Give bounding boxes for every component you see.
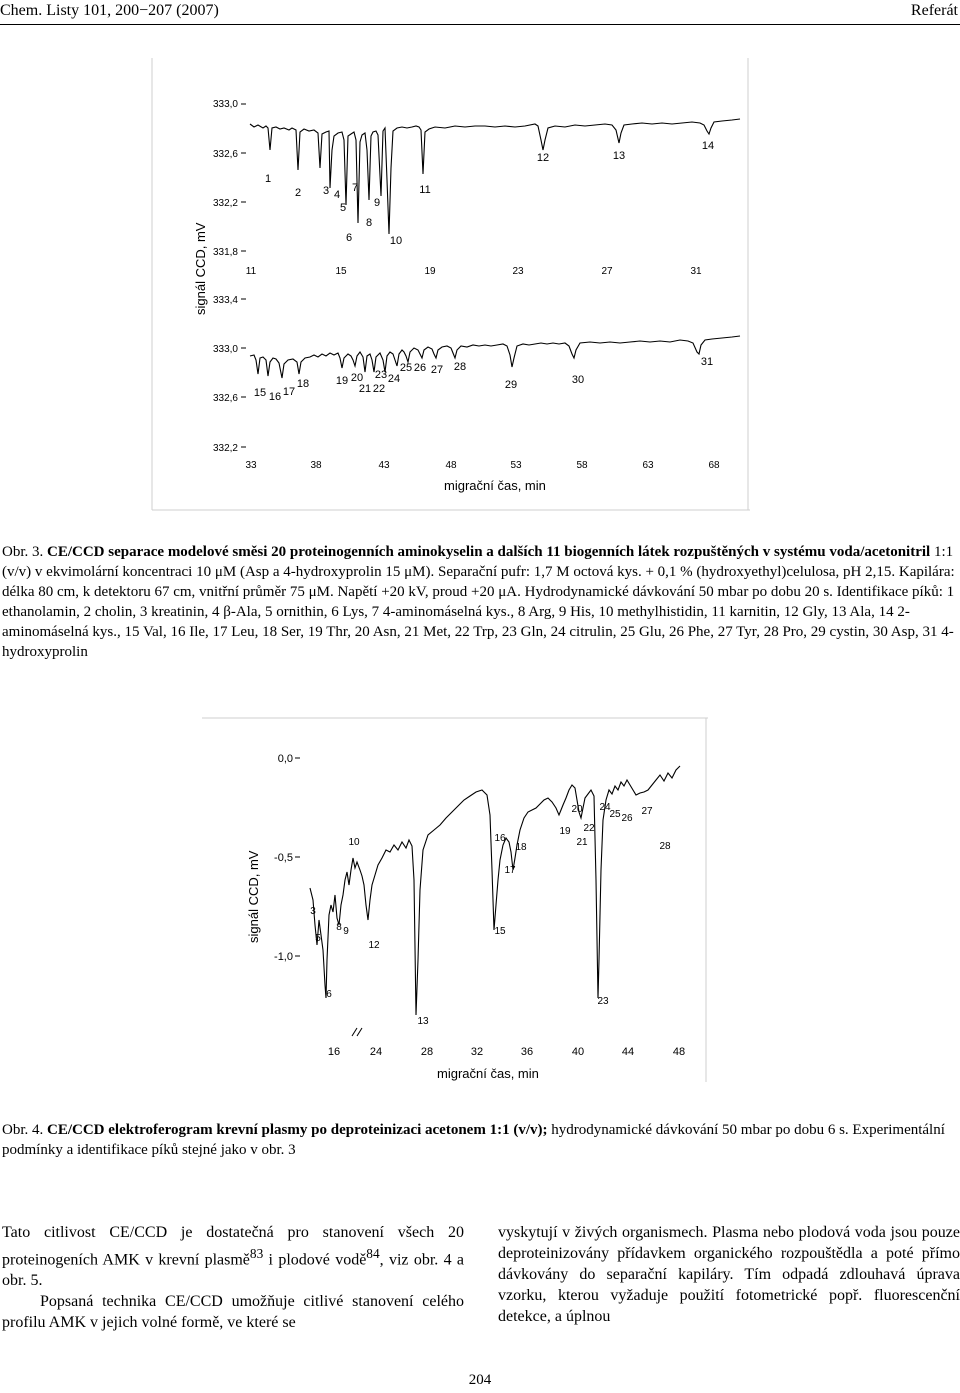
fig4-peak-label: 3 bbox=[310, 906, 316, 917]
fig3-ytick: 331,8 bbox=[212, 247, 238, 258]
caption-3-title: CE/CCD separace modelové směsi 20 proteinogenních aminokyselin a dalších 11 biogenních látek rozpuštěných v systému voda/acetonitril bbox=[47, 544, 931, 560]
fig3-peak-label: 28 bbox=[453, 361, 467, 373]
fig3-peak-label: 24 bbox=[387, 373, 401, 385]
fig4-peak-label: 19 bbox=[559, 826, 571, 837]
fig3-y-axis-label: signál CCD, mV bbox=[193, 222, 208, 315]
section-label: Referát bbox=[910, 2, 958, 19]
fig3-peak-label: 31 bbox=[700, 356, 714, 368]
fig3-xtick: 19 bbox=[424, 266, 436, 277]
axis-break-icon bbox=[352, 1028, 362, 1036]
fig3-peak-label: 29 bbox=[504, 379, 518, 391]
paragraph bbox=[2, 1222, 464, 1291]
page-number: 204 bbox=[468, 1372, 492, 1388]
fig4-xtick: 36 bbox=[520, 1046, 534, 1058]
fig3-peak-label: 21 bbox=[358, 383, 372, 395]
figure-3-caption bbox=[2, 542, 958, 662]
fig3-xtick: 11 bbox=[245, 266, 257, 277]
fig4-peak-label: 28 bbox=[659, 841, 671, 852]
fig4-xtick: 16 bbox=[327, 1046, 341, 1058]
fig3-ytick: 332,2 bbox=[212, 443, 238, 454]
fig4-peak-label: 12 bbox=[368, 940, 380, 951]
fig3-bottom-trace bbox=[250, 336, 740, 378]
fig4-xtick: 28 bbox=[420, 1046, 434, 1058]
fig4-peak-label: 5 bbox=[315, 933, 321, 944]
fig3-xtick: 33 bbox=[245, 460, 257, 471]
fig3-peak-label: 23 bbox=[374, 369, 388, 381]
fig3-peak-label: 3 bbox=[322, 185, 330, 197]
fig4-y-axis-label: signál CCD, mV bbox=[246, 850, 261, 943]
page-header bbox=[0, 0, 960, 24]
fig4-peak-label: 6 bbox=[326, 989, 332, 1000]
fig3-peak-label: 27 bbox=[430, 364, 444, 376]
fig3-peak-label: 20 bbox=[350, 372, 364, 384]
fig3-peak-label: 17 bbox=[282, 386, 296, 398]
fig3-peak-label: 4 bbox=[333, 189, 341, 201]
caption-4-label: Obr. 4. bbox=[2, 1122, 44, 1138]
fig4-peak-label: 23 bbox=[597, 996, 609, 1007]
fig3-peak-label: 19 bbox=[335, 375, 349, 387]
body-column-right bbox=[498, 1222, 960, 1327]
fig4-peak-label: 25 bbox=[609, 809, 621, 820]
fig3-xtick: 31 bbox=[690, 266, 702, 277]
fig3-peak-label: 8 bbox=[365, 217, 373, 229]
fig3-peak-label: 1 bbox=[264, 173, 272, 185]
fig3-top-trace bbox=[250, 119, 740, 234]
fig3-peak-label: 10 bbox=[389, 235, 403, 247]
fig4-x-axis-label: migrační čas, min bbox=[437, 1066, 539, 1081]
fig3-ytick: 333,4 bbox=[212, 295, 238, 306]
fig4-xtick: 44 bbox=[621, 1046, 635, 1058]
fig4-peak-label: 8 bbox=[336, 922, 342, 933]
paragraph: vyskytují v živých organismech. Plasma nebo plodová voda jsou pouze deproteinizovány přídavkem organického rozpouštědla a poté přímo dávkovány do separační kapiláry. Tím odpadá zdlouhavá úprava vzorku, kterou vyžaduje použití fotometrické popř. fluorescenční detekce, a úplnou bbox=[498, 1224, 960, 1325]
fig3-peak-label: 26 bbox=[413, 362, 427, 374]
fig3-peak-label: 6 bbox=[345, 232, 353, 244]
fig3-peak-label: 12 bbox=[536, 152, 550, 164]
fig3-ytick: 332,6 bbox=[212, 149, 238, 160]
fig3-peak-label: 22 bbox=[372, 383, 386, 395]
fig3-xtick: 23 bbox=[512, 266, 524, 277]
caption-4-text: hydrodynamické dávkování 50 mbar po dobu 6 s. Experimentální podmínky a identifikace píků stejné jako v obr. 3 bbox=[2, 1122, 945, 1158]
fig3-xtick: 15 bbox=[335, 266, 347, 277]
fig3-peak-label: 5 bbox=[339, 202, 347, 214]
paragraph-text: i plodové vodě bbox=[263, 1251, 367, 1269]
fig4-peak-label: 18 bbox=[515, 842, 527, 853]
fig4-peak-label: 20 bbox=[571, 804, 583, 815]
body-column-left bbox=[2, 1222, 464, 1333]
fig4-peak-label: 9 bbox=[343, 926, 349, 937]
fig4-peak-label: 24 bbox=[599, 802, 611, 813]
fig4-ytick: -0,5 bbox=[274, 852, 293, 864]
paragraph-text: Tato citlivost CE/CCD je dostatečná pro stanovení všech 20 proteinogeních AMK v krevní plasmě bbox=[2, 1224, 464, 1269]
fig3-xtick: 58 bbox=[576, 460, 588, 471]
fig4-xtick: 40 bbox=[571, 1046, 585, 1058]
fig3-peak-label: 30 bbox=[571, 374, 585, 386]
fig3-xtick: 43 bbox=[378, 460, 390, 471]
fig4-peak-label: 17 bbox=[504, 865, 516, 876]
reference-superscript: 84 bbox=[366, 1246, 380, 1261]
fig4-xtick: 32 bbox=[470, 1046, 484, 1058]
paragraph-text: , viz obr. 4 a obr. 5. bbox=[2, 1251, 465, 1290]
figure-4 bbox=[200, 715, 710, 1085]
fig3-ytick: 332,2 bbox=[212, 198, 238, 209]
fig4-peak-label: 27 bbox=[641, 806, 653, 817]
figure-4-caption bbox=[2, 1120, 958, 1160]
caption-3-label: Obr. 3. bbox=[2, 544, 44, 560]
fig4-xtick: 48 bbox=[672, 1046, 686, 1058]
fig3-xtick: 68 bbox=[708, 460, 720, 471]
fig4-peak-label: 13 bbox=[417, 1016, 429, 1027]
fig4-ytick: 0,0 bbox=[277, 753, 293, 765]
fig4-peak-label: 16 bbox=[494, 833, 506, 844]
fig4-ytick: -1,0 bbox=[274, 951, 293, 963]
fig3-peak-label: 25 bbox=[399, 362, 413, 374]
reference-superscript: 83 bbox=[249, 1246, 264, 1261]
caption-4-title: CE/CCD elektroferogram krevní plasmy po deproteinizaci acetonem 1:1 (v/v); bbox=[47, 1122, 548, 1138]
fig4-trace bbox=[310, 766, 680, 1015]
fig4-peak-label: 21 bbox=[576, 837, 588, 848]
fig3-peak-label: 14 bbox=[701, 140, 715, 152]
paragraph: Popsaná technika CE/CCD umožňuje citlivé stanovení celého profilu AMK v jejich volné formě, ve které se bbox=[2, 1293, 464, 1332]
fig3-peak-label: 15 bbox=[253, 387, 267, 399]
fig3-xtick: 27 bbox=[601, 266, 613, 277]
fig3-ytick: 333,0 bbox=[212, 344, 238, 355]
fig3-x-axis-label: migrační čas, min bbox=[444, 478, 546, 493]
fig3-xtick: 38 bbox=[310, 460, 322, 471]
fig3-xtick: 63 bbox=[642, 460, 654, 471]
fig4-peak-label: 10 bbox=[348, 837, 360, 848]
fig3-peak-label: 18 bbox=[296, 378, 310, 390]
fig4-peak-label: 22 bbox=[583, 823, 595, 834]
fig3-peak-label: 13 bbox=[612, 150, 626, 162]
fig3-xtick: 53 bbox=[510, 460, 522, 471]
header-rule bbox=[0, 24, 960, 25]
fig3-xtick: 48 bbox=[445, 460, 457, 471]
fig3-peak-label: 7 bbox=[351, 182, 359, 194]
fig3-ytick: 332,6 bbox=[212, 393, 238, 404]
fig3-ytick: 333,0 bbox=[212, 99, 238, 110]
journal-citation: Chem. Listy 101, 200−207 (2007) bbox=[0, 2, 219, 19]
fig4-peak-label: 15 bbox=[494, 926, 506, 937]
fig3-peak-label: 11 bbox=[419, 184, 431, 196]
figure-3 bbox=[150, 58, 750, 513]
fig3-peak-label: 9 bbox=[373, 197, 381, 209]
fig3-peak-label: 2 bbox=[294, 187, 302, 199]
fig4-peak-label: 26 bbox=[621, 813, 633, 824]
caption-3-text: 1:1 (v/v) v ekvimolární koncentraci 10 μM (Asp a 4-hydroxyprolin 15 μM). Separační pufr: 1,7 M octová kys. + 0,1 % (hydroxyethyl)celulosa, pH 2,15. Kapilára: délka 80 cm, k detektoru 67 cm, vnitřní průměr 75 μM. Napětí +20 kV, proud +20 μA. Hydrodynamické dávkování 50 mbar po dobu 20 s. Identifikace píků: 1 ethanolamin, 2 cholin, 3 kreatinin, 4 β-Ala, 5 ornithin, 6 Lys, 7 4-aminomáselná kys., 8 Arg, 9 His, 10 methylhistidin, 11 karnitin, 12 Gly, 13 Ala, 14 2-aminomáselná kys., 15 Val, 16 Ile, 17 Leu, 18 Ser, 19 Thr, 20 Asn, 21 Met, 22 Trp, 23 Gln, 24 citrulin, 25 Glu, 26 Phe, 27 Tyr, 28 Pro, 29 cystin, 30 Asp, 31 4-hydroxyprolin bbox=[2, 544, 955, 660]
fig3-peak-label: 16 bbox=[268, 391, 282, 403]
fig4-xtick: 24 bbox=[369, 1046, 383, 1058]
